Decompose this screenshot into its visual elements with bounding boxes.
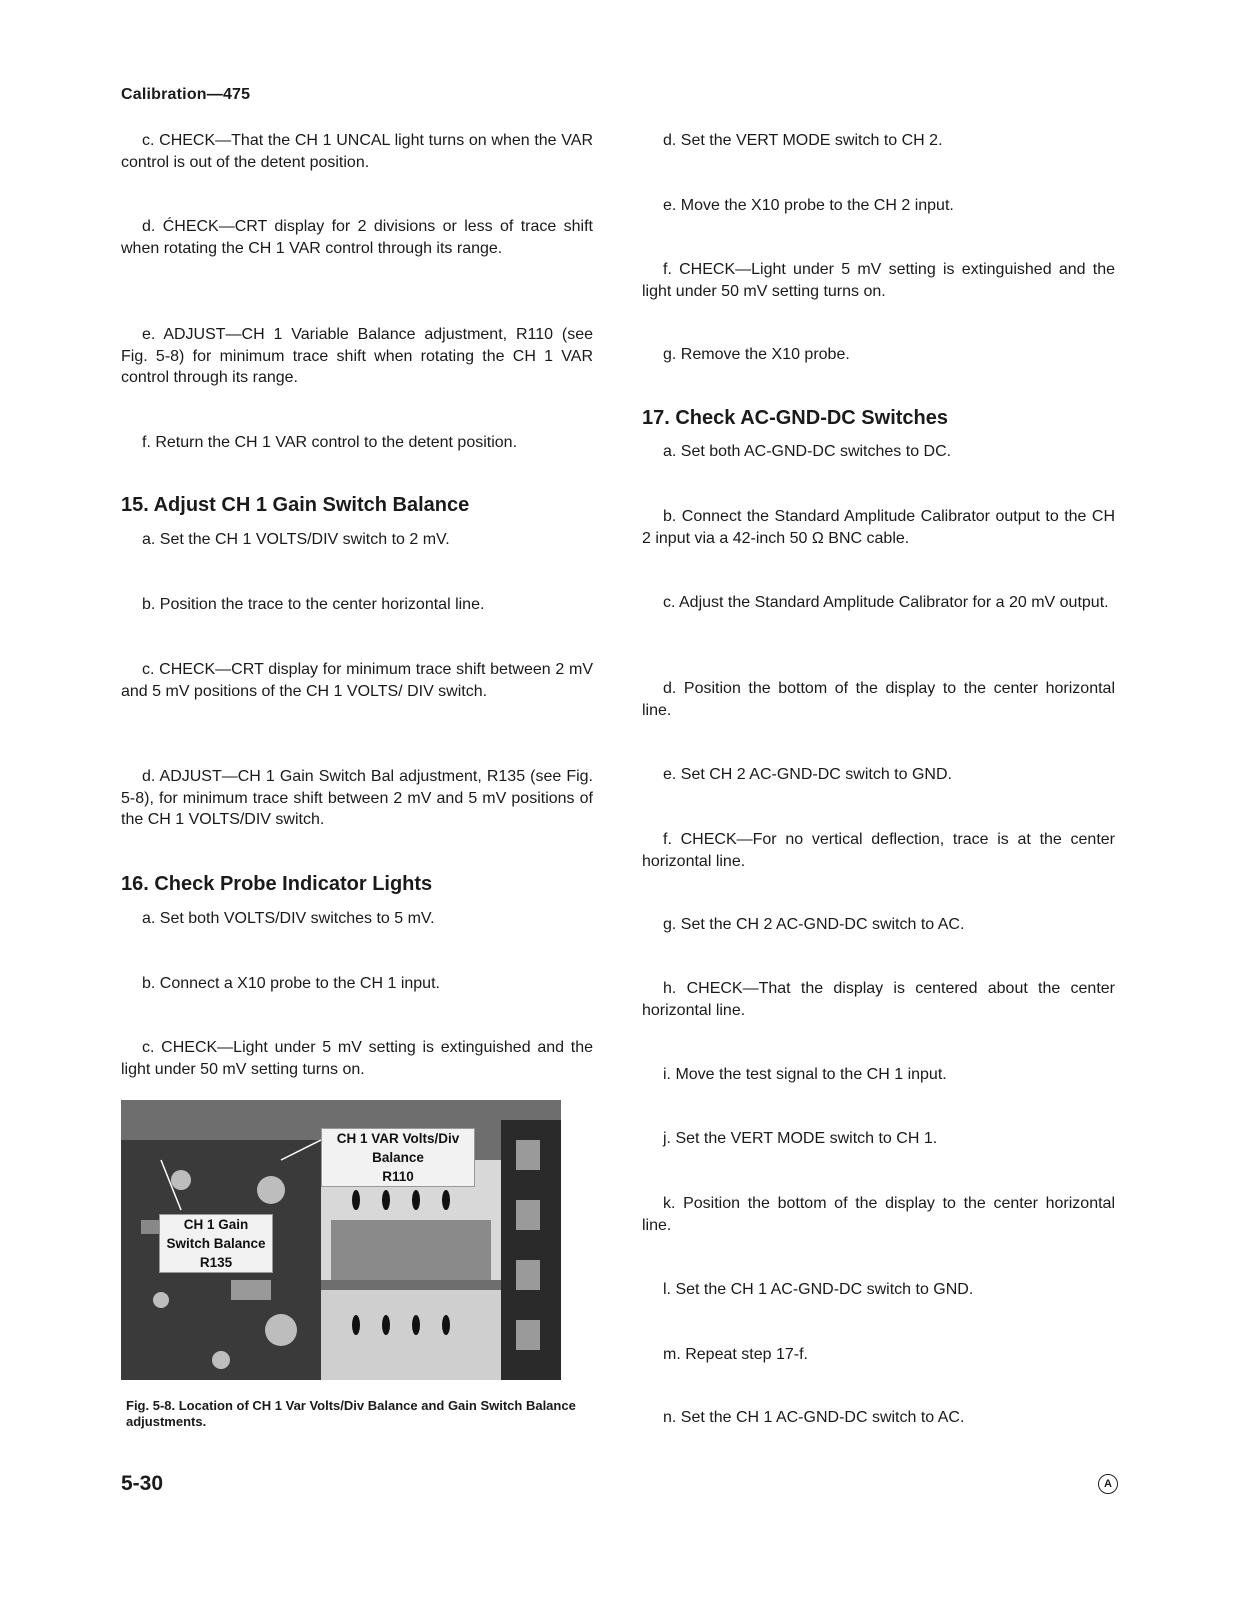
step-17a: a. Set both AC-GND-DC switches to DC. (663, 443, 952, 460)
step-15c: c. CHECK—CRT display for minimum trace shift between 2 mV and 5 mV positions of the CH 1 VOLTS/ DIV switch. (121, 661, 593, 700)
figure-caption: Fig. 5-8. Location of CH 1 Var Volts/Div Balance and Gain Switch Balance adjustments. (126, 1398, 576, 1429)
step-17l: l. Set the CH 1 AC-GND-DC switch to GND. (663, 1281, 974, 1298)
step-14d: d. ĆHECK—CRT display for 2 divisions or less of trace shift when rotating the CH 1 VAR control through its range. (121, 218, 593, 257)
callout-r110-line1: CH 1 VAR Volts/Div (336, 1131, 460, 1146)
revision-mark: A (1098, 1474, 1118, 1494)
step-16g: g. Remove the X10 probe. (663, 346, 850, 363)
step-16a: a. Set both VOLTS/DIV switches to 5 mV. (142, 910, 435, 927)
step-17g: g. Set the CH 2 AC-GND-DC switch to AC. (663, 916, 965, 933)
page-number: 5-30 (121, 1472, 164, 1495)
callout-r110 (321, 1128, 475, 1187)
callout-r135-line1: CH 1 Gain (183, 1217, 249, 1232)
step-15a: a. Set the CH 1 VOLTS/DIV switch to 2 mV. (142, 531, 450, 548)
step-17h: h. CHECK—That the display is centered about the center horizontal line. (642, 980, 1115, 1019)
section-heading-17: 17. Check AC-GND-DC Switches (642, 407, 948, 429)
step-14f: f. Return the CH 1 VAR control to the detent position. (142, 434, 518, 451)
step-17i: i. Move the test signal to the CH 1 input. (663, 1066, 947, 1083)
callout-r135-line2: Switch Balance (166, 1236, 266, 1251)
section-heading-15: 15. Adjust CH 1 Gain Switch Balance (121, 494, 470, 516)
page-header: Calibration—475 (121, 86, 251, 103)
step-14c: c. CHECK—That the CH 1 UNCAL light turns on when the VAR control is out of the detent position. (121, 132, 593, 171)
step-17j: j. Set the VERT MODE switch to CH 1. (663, 1130, 938, 1147)
step-17m: m. Repeat step 17-f. (663, 1346, 808, 1363)
step-17e: e. Set CH 2 AC-GND-DC switch to GND. (663, 766, 952, 783)
callout-r110-line3: R110 (382, 1169, 414, 1184)
step-14e: e. ADJUST—CH 1 Variable Balance adjustment, R110 (see Fig. 5-8) for minimum trace shift when rotating the CH 1 VAR control through its range. (121, 326, 593, 386)
step-15d: d. ADJUST—CH 1 Gain Switch Bal adjustment, R135 (see Fig. 5-8), for minimum trace shift between 2 mV and 5 mV positions of the CH 1 VOLTS/DIV switch. (121, 768, 593, 828)
step-16b: b. Connect a X10 probe to the CH 1 input. (142, 975, 440, 992)
step-17b: b. Connect the Standard Amplitude Calibrator output to the CH 2 input via a 42-inch 50 Ω BNC cable. (642, 508, 1115, 547)
callout-r135 (159, 1214, 273, 1273)
step-16e: e. Move the X10 probe to the CH 2 input. (663, 197, 954, 214)
callout-r135-line3: R135 (199, 1255, 233, 1270)
step-16d: d. Set the VERT MODE switch to CH 2. (663, 132, 943, 149)
step-17k: k. Position the bottom of the display to the center horizontal line. (642, 1195, 1115, 1234)
step-17f: f. CHECK—For no vertical deflection, trace is at the center horizontal line. (642, 831, 1115, 870)
figure-5-8-photo (121, 1100, 561, 1380)
step-17d: d. Position the bottom of the display to the center horizontal line. (642, 680, 1115, 719)
step-15b: b. Position the trace to the center horizontal line. (142, 596, 485, 613)
step-17n: n. Set the CH 1 AC-GND-DC switch to AC. (663, 1409, 965, 1426)
step-16c: c. CHECK—Light under 5 mV setting is extinguished and the light under 50 mV setting turns on. (121, 1039, 593, 1078)
callout-r110-line2: Balance (372, 1150, 424, 1165)
step-16f: f. CHECK—Light under 5 mV setting is extinguished and the light under 50 mV setting turns on. (642, 261, 1115, 300)
section-heading-16: 16. Check Probe Indicator Lights (121, 873, 433, 895)
step-17c: c. Adjust the Standard Amplitude Calibrator for a 20 mV output. (663, 594, 1109, 611)
